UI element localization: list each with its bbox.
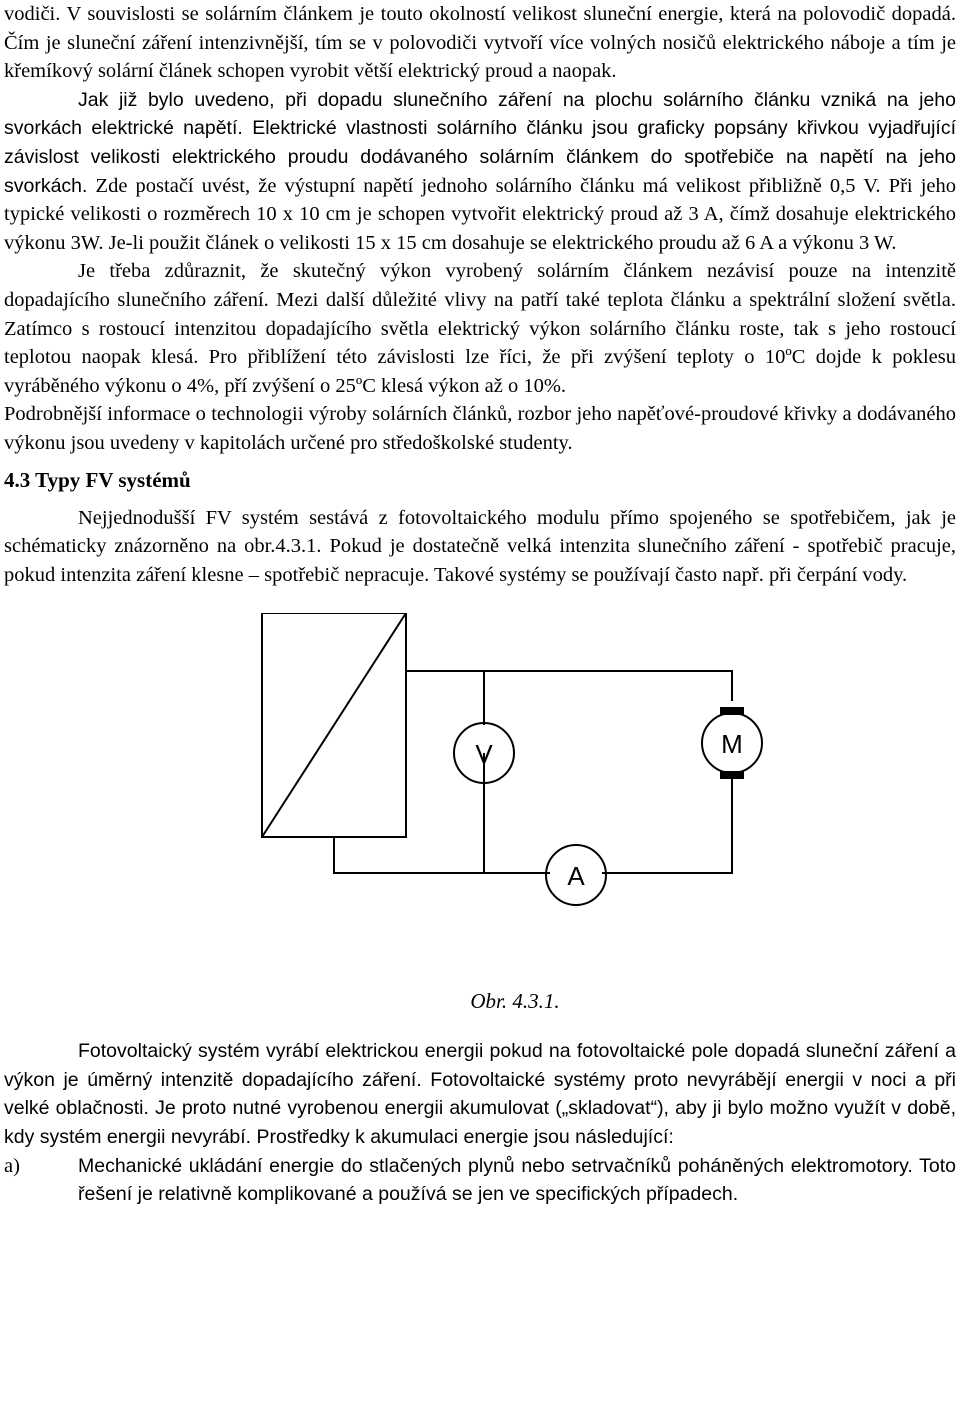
- paragraph-3: Je třeba zdůraznit, že skutečný výkon vyrobený solárním článkem nezávisí pouze na intenzitě dopadajícího slunečního záření. Mezi další důležité vlivy na patří také teplota článku a spektrální složení světla. Zatímco s rostoucí intenzitou dopadajícího světla elektrický výkon solárního článku roste, tak s jeho rostoucí teplotou naopak klesá. Pro přiblížení této závislosti lze říci, že při zvýšení teploty o 10ºC dojde k poklesu vyráběného výkonu o 4%, pří zvýšení o 25ºC klesá výkon až o 10%.: [4, 260, 956, 397]
- paragraph-5: Nejjednodušší FV systém sestává z fotovoltaického modulu přímo spojeného se spotřebičem, jak je schématicky znázorněno na obr.4.3.1. Pokud je dostatečně velká intenzita slunečního záření - spotřebič pracuje, pokud intenzita záření klesne – spotřebič nepracuje. Takové systémy se používají často např. při čerpání vody.: [4, 506, 956, 586]
- ammeter-label: A: [567, 861, 585, 892]
- accumulation-list: [4, 1152, 956, 1209]
- paragraph-4: Podrobnější informace o technologii výroby solárních článků, rozbor jeho napěťové-proudové křivky a dodávaného výkonu jsou uvedeny v kapitolách určené pro středoškolské studenty.: [4, 403, 956, 454]
- wire-bottom-ammeter: [334, 837, 550, 873]
- paragraph-2-sans-text-2: Elektrické vlastnosti solárního článku jsou graficky popsány křivkou vyjadřující závislost velikosti elektrického proudu dodávaného solárním článkem do spotřebiče na napětí na jeho svorkách.: [4, 117, 956, 197]
- paragraph-2: [4, 86, 956, 258]
- list-text: Mechanické ukládání energie do stlačených plynů nebo setrvačníků poháněných elektromotory. Toto řešení je relativně komplikované a používá se jen ve specifických případech.: [78, 1154, 956, 1206]
- paragraph-2-sans-text: Jak již bylo uvedeno, při dopadu slunečního záření na plochu solárního článku vzniká na jeho svorkách elektrické napětí.: [4, 88, 956, 140]
- wire-ammeter-motor: [602, 775, 732, 873]
- paragraph-2-text-2: Při jeho typické velikosti o rozměrech 10 x 10 cm je schopen vytvořit elektrický proud až 3 A, čímž dosahuje elektrického výkonu 3W. Je-li použit článek o velikosti 15 x 15 cm dosahuje se elektrického proudu až 6 A a výkonu 3 W.: [4, 174, 956, 254]
- paragraph-1: vodiči. V souvislosti se solárním článkem je touto okolností velikost sluneční energie, která na polovodič dopadá. Čím je sluneční záření intenzivnější, tím se v polovodiči vytvoří více volných nosičů elektrického náboje a tím je křemíkový solární článek schopen vyrobit větší elektrický proud a naopak.: [4, 3, 956, 83]
- figure-caption: Obr. 4.3.1.: [470, 989, 560, 1014]
- circuit-figure: [4, 613, 956, 987]
- wire-top-motor: [484, 671, 732, 701]
- paragraph-6: [4, 1037, 956, 1151]
- voltmeter-label: V: [475, 739, 493, 770]
- circuit-diagram: [4, 613, 956, 987]
- motor-label: M: [721, 729, 743, 760]
- motor-terminal-top: [720, 707, 744, 715]
- list-marker: a): [4, 1154, 20, 1177]
- paragraph-6-text: Fotovoltaický systém vyrábí elektrickou energii pokud na fotovoltaické pole dopadá sluneční záření a výkon je úměrný intenzitě dopadajícího záření. Fotovoltaické systémy proto nevyrábějí energii v noci a při velké oblačnosti. Je proto nutné vyrobenou energii akumulovat („skladovat“), aby ji bylo možno využít v době, kdy systém energii nevyrábí. Prostředky k akumulaci energie jsou následující:: [4, 1040, 956, 1149]
- solar-panel-diagonal: [262, 613, 406, 837]
- section-heading: 4.3 Typy FV systémů: [4, 467, 191, 492]
- motor-terminal-bottom: [720, 771, 744, 779]
- list-item: [4, 1152, 956, 1209]
- paragraph-2-text: Zde postačí uvést, že výstupní napětí jednoho solárního článku má velikost přibližně 0,5 V.: [87, 174, 881, 197]
- wire-top-voltmeter: [406, 671, 484, 725]
- document-page: [4, 0, 956, 1209]
